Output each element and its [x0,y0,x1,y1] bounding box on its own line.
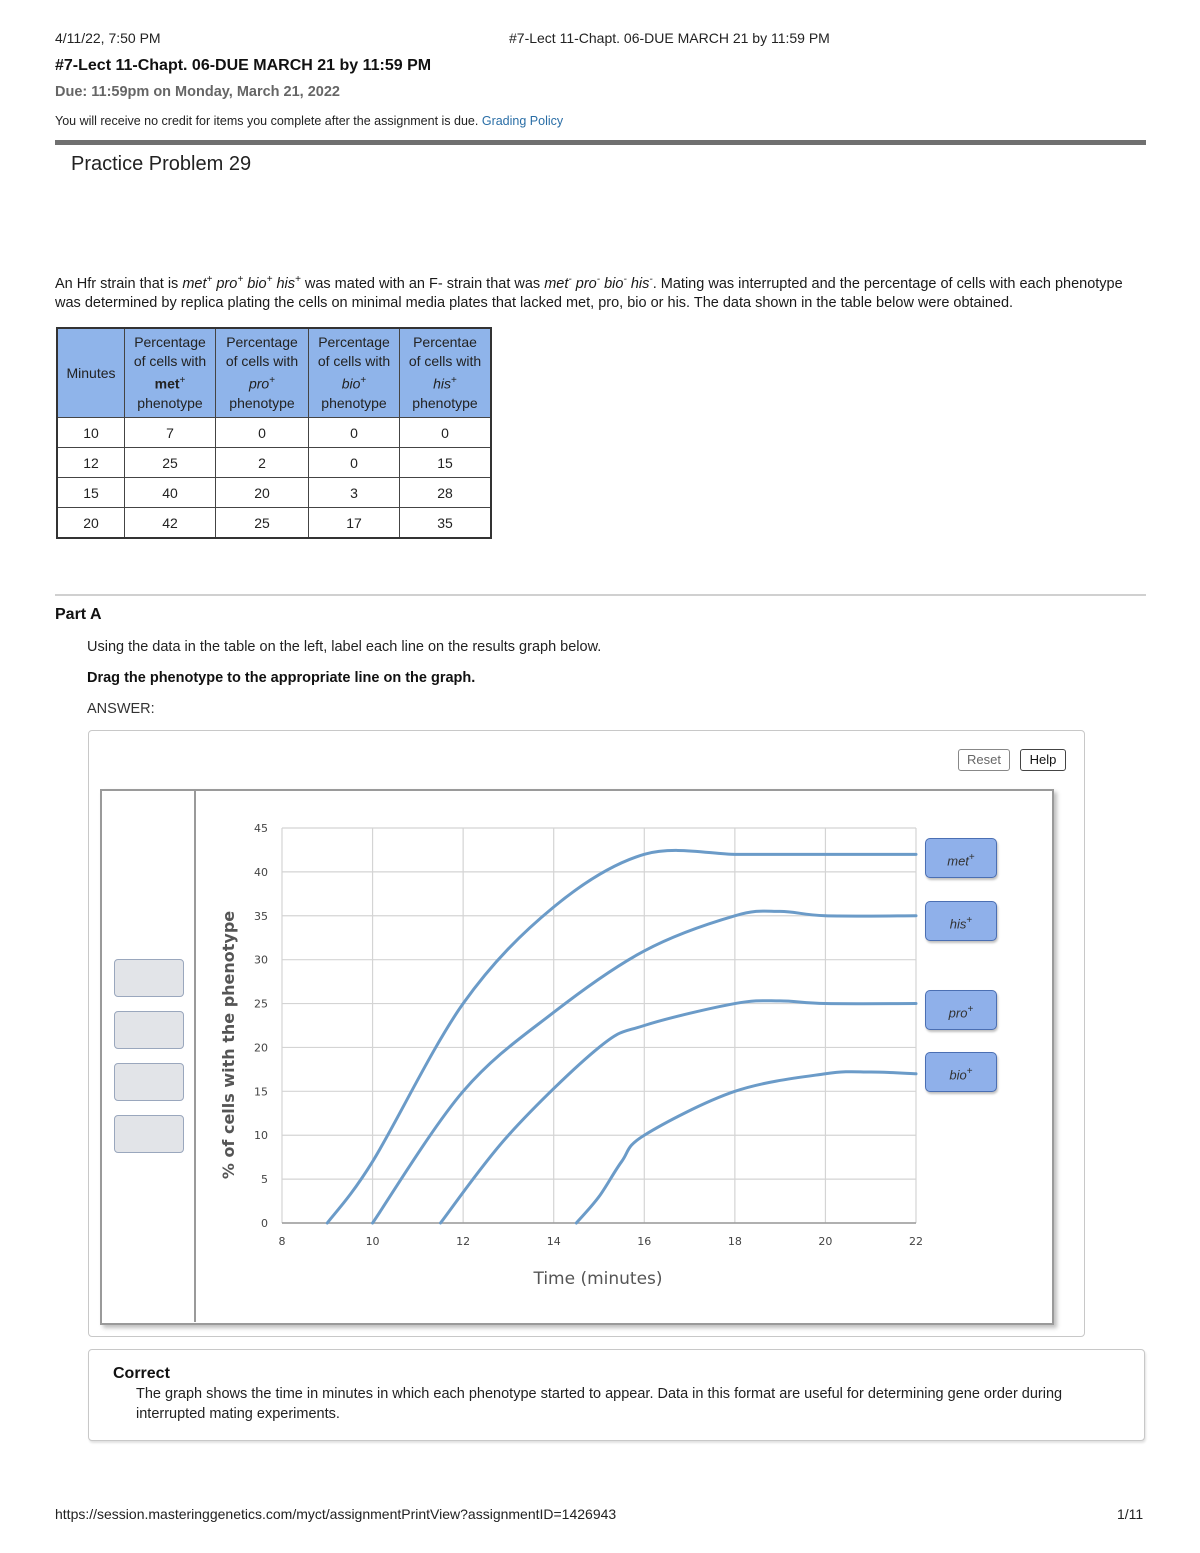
feedback-text: The graph shows the time in minutes in which each phenotype started to appear. Data in this format are useful for determining gene order during interrupted mating experiments. [136,1386,1063,1422]
grading-policy-link[interactable]: Grading Policy [481,114,564,128]
part-a-drag-instruction: Drag the phenotype to the appropriate line on the graph. [87,670,476,686]
header-met: Percentage of cells with met+ phenotype [125,328,216,418]
table-cell: 15 [400,448,492,478]
phenotype-label-pro[interactable]: pro+ [925,990,997,1030]
table-cell: 0 [309,448,400,478]
y-axis-label: % of cells with the phenotype [219,910,238,1180]
print-url: https://session.masteringgenetics.com/myct/assignmentPrintView?assignmentID=1426943 [55,1506,617,1522]
series-line-met-plus [327,850,916,1223]
table-cell: 25 [216,508,309,539]
table-row [57,508,491,539]
series-line-pro-plus [441,1001,917,1223]
table-cell: 12 [57,448,125,478]
x-tick-label: 18 [727,1235,742,1248]
table-cell: 42 [125,508,216,539]
intro-text-1: An Hfr strain that is [55,275,183,292]
table-cell: 15 [57,478,125,508]
problem-intro [55,270,1135,313]
part-a-label: Part A [55,606,102,623]
x-tick-label: 8 [278,1235,286,1248]
table-cell: 7 [125,418,216,448]
donor-genotype: met+ pro+ bio+ his+ [182,274,301,292]
header-his: Percentae of cells with his+ phenotype [400,328,492,418]
y-tick-label: 0 [261,1217,268,1230]
y-tick-label: 25 [254,997,268,1011]
late-notice [55,114,563,128]
x-tick-label: 20 [818,1235,833,1248]
print-page-number: 1/11 [1117,1506,1144,1522]
x-tick-label: 22 [909,1235,923,1248]
table-row [57,478,491,508]
mating-data-table [56,327,492,539]
label-bank-slot[interactable] [114,1115,184,1153]
y-tick-label: 40 [254,865,268,879]
y-tick-label: 5 [261,1173,268,1187]
y-tick-label: 10 [254,1129,268,1143]
table-cell: 2 [216,448,309,478]
phenotype-label-met[interactable]: met+ [925,838,997,878]
assignment-title: #7-Lect 11-Chapt. 06-DUE MARCH 21 by 11:59 PM [55,57,432,74]
y-tick-label: 35 [254,909,268,923]
label-bank-slot[interactable] [114,1011,184,1049]
help-button[interactable]: Help [1020,749,1066,771]
label-bank-slot[interactable] [114,959,184,997]
table-cell: 17 [309,508,400,539]
section-divider [55,594,1146,596]
table-header-row [57,328,491,418]
print-datetime: 4/11/22, 7:50 PM [55,30,161,46]
header-bio: Percentage of cells with bio+ phenotype [309,328,400,418]
header-pro: Percentage of cells with pro+ phenotype [216,328,309,418]
table-cell: 0 [309,418,400,448]
table-cell: 40 [125,478,216,508]
print-title: #7-Lect 11-Chapt. 06-DUE MARCH 21 by 11:59 PM [509,30,830,46]
recipient-genotype: met- pro- bio- his- [544,274,653,292]
table-cell: 0 [400,418,492,448]
late-notice-text: You will receive no credit for items you complete after the assignment is due. [55,114,479,128]
feedback-title: Correct [113,1365,170,1382]
part-a-instruction: Using the data in the table on the left, label each line on the results graph below. [87,639,602,655]
table-row [57,418,491,448]
x-tick-label: 16 [637,1235,652,1248]
intro-text-2: was mated with an F- strain that was [300,275,545,292]
intro-text-3: . Mating was interrupted and the percentage of cells with each phenotype was determined by replica plating the cells on minimal media plates that lacked met, pro, bio or his. The data shown in the table below were obtained. [55,275,1123,311]
y-tick-label: 20 [254,1041,268,1055]
table-cell: 20 [216,478,309,508]
table-cell: 0 [216,418,309,448]
y-tick-label: 30 [254,953,268,967]
table-cell: 25 [125,448,216,478]
results-graph [196,790,1048,1320]
header-divider [55,140,1146,145]
x-tick-label: 12 [456,1235,471,1248]
series-line-bio-plus [576,1072,916,1223]
y-tick-label: 45 [254,822,268,835]
table-cell: 10 [57,418,125,448]
reset-button[interactable]: Reset [958,749,1010,771]
problem-title: Practice Problem 29 [71,153,252,175]
table-cell: 28 [400,478,492,508]
due-date: Due: 11:59pm on Monday, March 21, 2022 [55,84,340,100]
table-cell: 35 [400,508,492,539]
phenotype-label-bio[interactable]: bio+ [925,1052,997,1092]
table-cell: 3 [309,478,400,508]
answer-label: ANSWER: [87,701,155,717]
header-minutes: Minutes [57,328,125,418]
phenotype-label-his[interactable]: his+ [925,901,997,941]
label-bank-slot[interactable] [114,1063,184,1101]
table-row [57,448,491,478]
table-cell: 20 [57,508,125,539]
x-tick-label: 14 [546,1235,561,1248]
x-axis-label: Time (minutes) [533,1269,663,1289]
y-tick-label: 15 [254,1085,268,1099]
x-tick-label: 10 [365,1235,380,1248]
